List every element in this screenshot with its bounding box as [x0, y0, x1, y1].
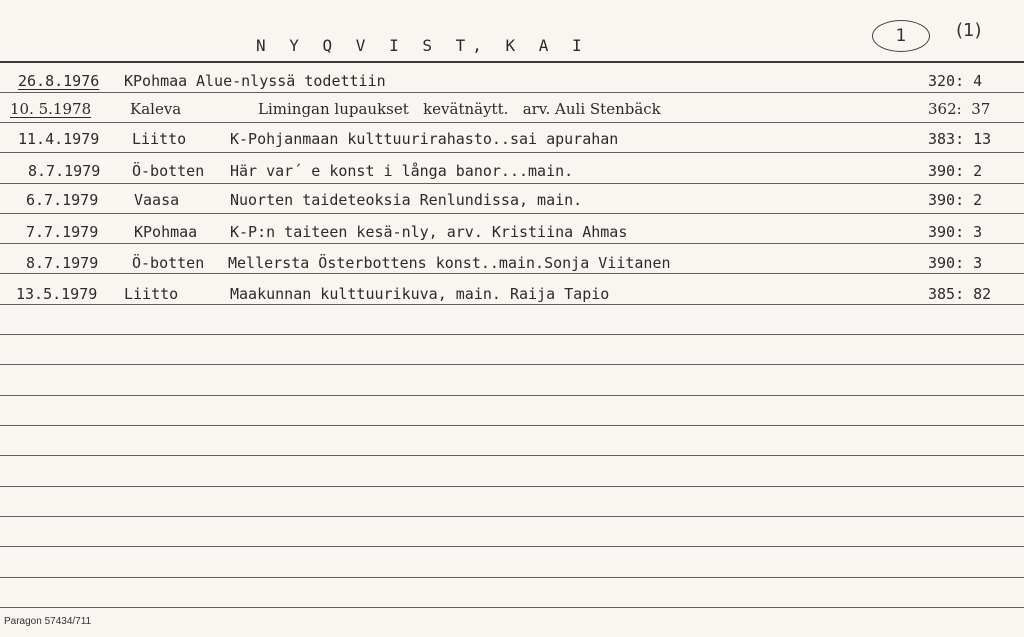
ruled-line [0, 516, 1024, 517]
ruled-line [0, 455, 1024, 456]
entry-text: Limingan lupaukset kevätnäytt. arv. Auli Stenbäck [258, 100, 661, 118]
entry-reference: 390: 3 [928, 223, 983, 241]
entry-row [0, 162, 1024, 190]
entry-reference: 390: 3 [928, 254, 983, 272]
entry-source: KPohmaa [124, 72, 188, 90]
entry-date: 26.8.1976 [18, 72, 100, 90]
entry-reference: 390: 2 [928, 191, 983, 209]
entry-source: Vaasa [134, 191, 180, 209]
entry-source: KPohmaa [134, 223, 198, 241]
entry-reference: 385: 82 [928, 285, 992, 303]
entry-source: Kaleva [130, 100, 182, 118]
entry-date: 11.4.1979 [18, 130, 100, 148]
entry-text: K-P:n taiteen kesä-nly, arv. Kristiina Ahmas [230, 223, 628, 241]
entry-row [0, 223, 1024, 251]
entry-source: Ö-botten [132, 254, 205, 272]
ruled-line [0, 577, 1024, 578]
entry-row [0, 191, 1024, 219]
card-printer-mark: Paragon 57434/711 [4, 616, 92, 627]
circled-card-number [872, 20, 930, 52]
entry-date: 13.5.1979 [16, 285, 98, 303]
entry-date: 8.7.1979 [28, 162, 101, 180]
entry-text: Nuorten taideteoksia Renlundissa, main. [230, 191, 583, 209]
entry-date: 10. 5.1978 [10, 100, 92, 118]
ruled-line [0, 607, 1024, 608]
entry-source: Ö-botten [132, 162, 205, 180]
entry-reference: 362: 37 [928, 100, 991, 118]
entry-row [0, 254, 1024, 282]
entry-row [0, 285, 1024, 313]
entry-source: Liitto [132, 130, 187, 148]
circled-card-number-text: 1 [895, 26, 907, 46]
entry-row [0, 72, 1024, 100]
entry-text: K-Pohjanmaan kulttuurirahasto..sai apurahan [230, 130, 619, 148]
header-rule [0, 61, 1024, 63]
entry-reference: 383: 13 [928, 130, 992, 148]
ruled-line [0, 364, 1024, 365]
entry-date: 8.7.1979 [26, 254, 99, 272]
ruled-line [0, 486, 1024, 487]
ruled-line [0, 546, 1024, 547]
ruled-line [0, 395, 1024, 396]
entry-date: 6.7.1979 [26, 191, 99, 209]
entry-text: Mellersta Österbottens konst..main.Sonja Viitanen [228, 254, 671, 272]
entry-text: Alue-nlyssä todettiin [196, 72, 386, 90]
entry-source: Liitto [124, 285, 179, 303]
entry-reference: 390: 2 [928, 162, 983, 180]
ruled-line [0, 425, 1024, 426]
entry-row [0, 130, 1024, 158]
entry-date: 7.7.1979 [26, 223, 99, 241]
entry-text: Maakunnan kulttuurikuva, main. Raija Tapio [230, 285, 610, 303]
entry-text: Här var´ e konst i långa banor...main. [230, 162, 574, 180]
entry-row [0, 100, 1024, 128]
card-title: N Y Q V I S T, K A I [256, 36, 589, 55]
parenthesized-card-number: (1) [956, 20, 982, 41]
entry-reference: 320: 4 [928, 72, 983, 90]
ruled-line [0, 334, 1024, 335]
